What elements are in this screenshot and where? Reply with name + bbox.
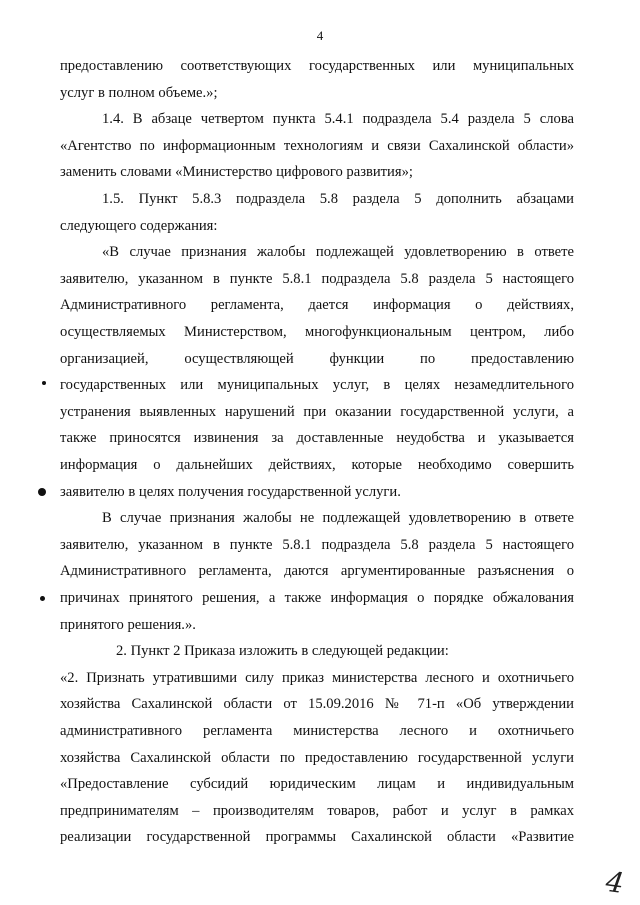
scan-mark-1 [42,381,46,385]
scan-mark-2 [38,488,46,496]
text-line: услуг в полном объеме.»; [60,84,218,101]
text-line: Административного регламента, даются аргументированные разъяснения о [60,563,574,580]
text-line: информация о дальнейших действиях, которые необходимо совершить [60,457,574,473]
text-line: заявителю, указанном в пункте 5.8.1 подраздела 5.8 раздела 5 настоящего [60,270,574,287]
text-line: «2. Признать утратившими силу приказ министерства лесного и охотничьего [60,669,574,686]
text-line: «В случае признания жалобы подлежащей удовлетворению в ответе [102,244,574,261]
text-line: реализации государственной программы Сахалинской области «Развитие [60,829,574,846]
text-line: организацией, осуществляющей функции по предоставлению [60,350,574,367]
text-line: причинах принятого решения, а также информация о порядке обжалования [60,590,574,606]
text-line: следующего содержания: [60,217,218,234]
scan-mark-3 [40,596,45,601]
text-line: Административного регламента, дается информация о действиях, [60,297,574,314]
text-line: 1.4. В абзаце четвертом пункта 5.4.1 подраздела 5.4 раздела 5 слова [102,111,574,128]
text-line: предоставлению соответствующих государственных или муниципальных [60,58,574,74]
text-line: «Агентство по информационным технологиям и связи Сахалинской области» [60,137,574,154]
text-line: осуществляемых Министерством, многофункциональным центром, либо [60,324,574,340]
text-line: хозяйства Сахалинской области от 15.09.2016 № 71-п «Об утверждении [60,696,574,713]
text-line: административного регламента министерства лесного и охотничьего [60,723,574,739]
text-line: устранения выявленных нарушений при оказании государственной услуги, а [60,403,574,420]
handwritten-page-mark: 4 [603,864,627,901]
text-line: заявителю в целях получения государственной услуги. [60,483,401,500]
text-line: заявителю, указанном в пункте 5.8.1 подраздела 5.8 раздела 5 настоящего [60,536,574,553]
text-line: заменить словами «Министерство цифрового развития»; [60,164,413,181]
text-line: государственных или муниципальных услуг, в целях незамедлительного [60,377,574,394]
text-line: также приносятся извинения за доставленные неудобства и указывается [60,430,574,447]
text-line: предпринимателям – производителям товаров, работ и услуг в рамках [60,802,574,819]
text-line: принятого решения.». [60,616,196,633]
text-line: 2. Пункт 2 Приказа изложить в следующей редакции: [116,643,449,660]
text-line: В случае признания жалобы не подлежащей удовлетворению в ответе [102,510,574,527]
text-line: «Предоставление субсидий юридическим лицам и индивидуальным [60,776,574,793]
page-number: 4 [316,28,324,43]
text-line: хозяйства Сахалинской области по предоставлению государственной услуги [60,749,574,766]
text-line: 1.5. Пункт 5.8.3 подраздела 5.8 раздела 5 дополнить абзацами [102,191,574,207]
